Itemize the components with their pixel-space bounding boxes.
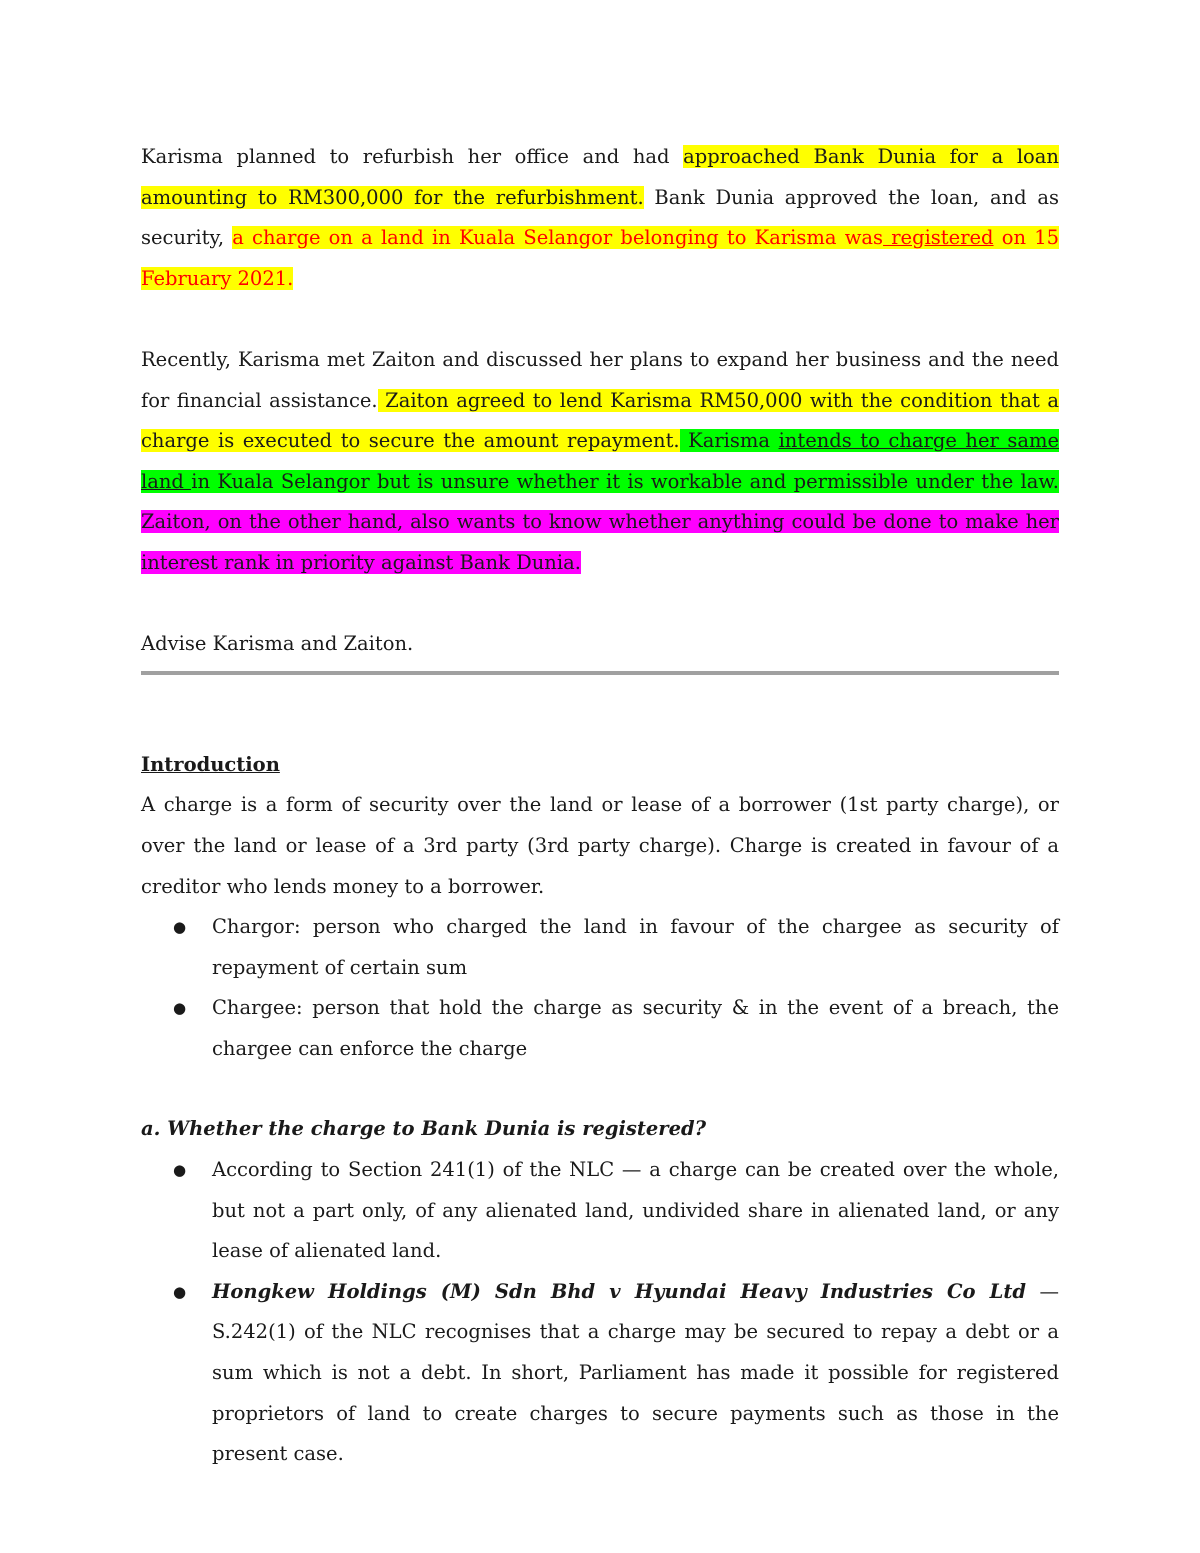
list-item — [141, 1150, 1059, 1272]
highlight-zaiton-loan: Zaiton agreed to lend Karisma RM50,000 with the condition that a charge is executed to secure the amount repayment. — [141, 388, 1059, 453]
scenario-p1-text-1: Karisma planned to refurbish her office and had — [141, 145, 684, 168]
registered-underlined: registered — [883, 226, 994, 250]
bullet-icon: ● — [173, 999, 187, 1018]
scenario-paragraph-1 — [141, 137, 1059, 299]
chargee-text: Chargee: person that hold the charge as security & in the event of a breach, the chargee can enforce the charge — [212, 996, 1059, 1060]
introduction-bullets — [141, 907, 1059, 1069]
advise-line: Advise Karisma and Zaiton. — [141, 632, 414, 656]
question-a-heading: a. Whether the charge to Bank Dunia is registered? — [141, 1117, 707, 1141]
case-text: — S.242(1) of the NLC recognises that a charge may be secured to repay a debt or a sum which is not a debt. In short, Parliament has made it possible for registered proprietors of land to create charges to secure payments such as those in the present case. — [212, 1279, 1059, 1466]
chargor-text: Chargor: person who charged the land in favour of the chargee as security of repayment of certain sum — [212, 915, 1059, 979]
bullet-icon: ● — [173, 1282, 187, 1301]
question-a-bullets — [141, 1150, 1059, 1475]
scenario-p2-text-1: Recently, Karisma met Zaiton and discussed her plans to expand her business and the need for financial assistance. — [141, 347, 1059, 412]
horizontal-divider — [141, 671, 1059, 675]
highlight-priority: Zaiton, on the other hand, also wants to know whether anything could be done to make her interest rank in priority against Bank Dunia. — [141, 510, 1059, 574]
highlight-charge-red — [141, 226, 1059, 290]
scenario-p1-text-3: Bank Dunia approved the loan, and as security, — [141, 185, 1059, 250]
list-item — [141, 1272, 1059, 1475]
charge-text: a charge on a land in Kuala Selangor belonging to Karisma was — [232, 226, 884, 250]
introduction-heading: Introduction — [141, 752, 280, 776]
bullet-icon: ● — [173, 918, 187, 937]
section-241-text: According to Section 241(1) of the NLC — a charge can be created over the whole, but not a part only, of any alienated land, undivided share in alienated land, or any lease of alienated land. — [212, 1158, 1059, 1263]
document-page — [141, 137, 1059, 1475]
highlight-loan: approached Bank Dunia for a loan amounting to RM300,000 for the refurbishment. — [141, 145, 1059, 209]
case-name: Hongkew Holdings (M) Sdn Bhd v Hyundai Heavy Industries Co Ltd — [212, 1279, 1026, 1303]
list-item — [141, 988, 1059, 1069]
date-text: on 15 February 2021. — [141, 226, 1060, 290]
bullet-icon: ● — [173, 1161, 187, 1180]
introduction-body: A charge is a form of security over the land or lease of a borrower (1st party charge), or over the land or lease of a 3rd party (3rd party charge). Charge is created in favour of a creditor who lends money to a borrower. — [141, 793, 1059, 898]
scenario-paragraph-2 — [141, 340, 1059, 584]
highlight-intends-end: in Kuala Selangor but is unsure whether it is workable and permissible under the law. — [191, 469, 1059, 493]
list-item — [141, 907, 1059, 988]
highlight-intends-start: Karisma — [679, 429, 779, 453]
highlight-intends-underlined: intends to charge her same land — [141, 429, 1059, 493]
